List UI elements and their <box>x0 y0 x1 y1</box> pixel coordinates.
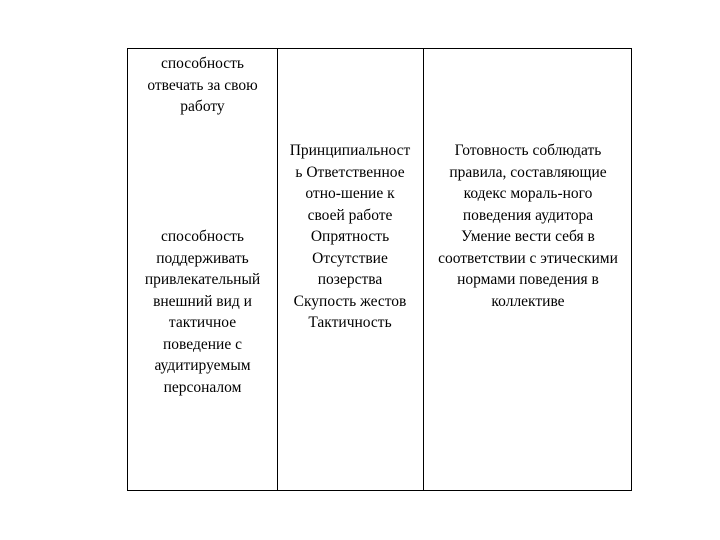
cell-text-line: коллективе <box>491 292 565 310</box>
cell-text-line: ь Ответственное <box>295 163 405 181</box>
cell-text-line: Умение вести себя в <box>461 228 595 245</box>
cell-text-line: внешний вид и <box>153 292 252 310</box>
cell-text-line: правила, составляющие <box>449 163 607 181</box>
cell-behavior-requirements <box>423 140 633 312</box>
cell-text-line: Принципиальност <box>289 142 411 159</box>
cell-text-line: Опрятность <box>310 228 390 245</box>
cell-text-line: Отсутствие <box>312 249 388 267</box>
cell-text-line: Скупость жестов <box>293 292 407 310</box>
cell-responsibility-ability <box>128 53 277 118</box>
cell-text-line: способность <box>161 228 244 245</box>
qualities-table <box>127 48 632 491</box>
cell-text-line: позерства <box>317 271 383 288</box>
cell-text-line: тактичное <box>168 314 237 331</box>
cell-text-line: поддерживать <box>156 249 249 267</box>
cell-text-line: отвечать за свою <box>147 76 258 94</box>
cell-text-line: соответствии с этическими <box>438 249 618 267</box>
cell-text-line: отно-шение к <box>305 185 395 202</box>
cell-text-line: кодекс мораль-ного <box>463 185 593 202</box>
cell-text-line: своей работе <box>307 206 393 224</box>
cell-text-line: поведения аудитора <box>462 206 594 224</box>
cell-text-line: привлекательный <box>144 271 261 288</box>
cell-text-line: нормами поведения в <box>457 271 599 288</box>
cell-text-line: Тактичность <box>308 314 392 331</box>
cell-personal-qualities <box>277 140 423 334</box>
cell-text-line: способность <box>161 55 244 72</box>
cell-text-line: аудитируемым <box>154 357 251 374</box>
cell-appearance-ability <box>128 226 277 398</box>
cell-text-line: работу <box>180 98 225 115</box>
cell-text-line: поведение с <box>163 335 242 353</box>
cell-text-line: Готовность соблюдать <box>454 142 602 159</box>
cell-text-line: персоналом <box>163 378 242 396</box>
